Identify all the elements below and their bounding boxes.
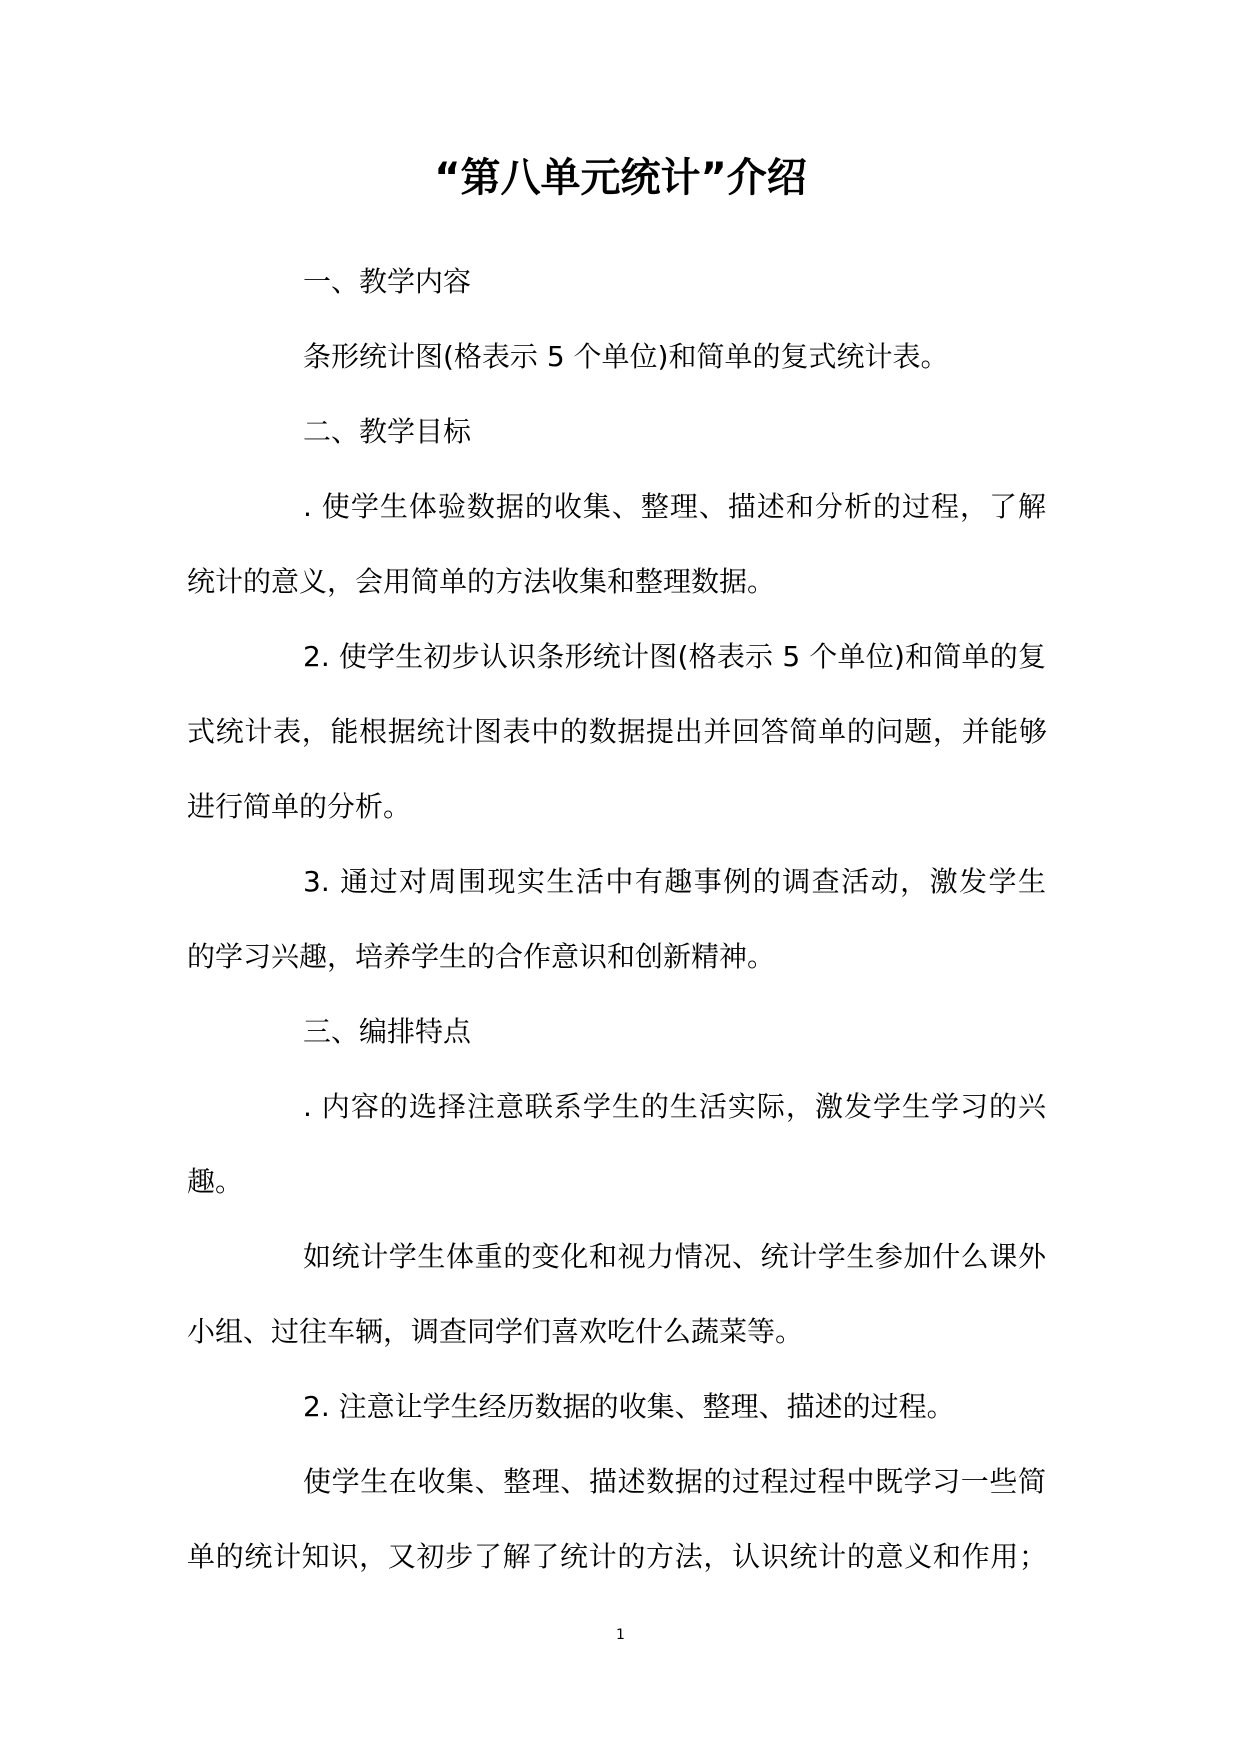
- document-title: “第八单元统计”介绍: [434, 155, 807, 201]
- section-heading-teaching-goals: 二、教学目标: [303, 415, 472, 448]
- paragraph-line: 2. 注意让学生经历数据的收集、整理、描述的过程。: [303, 1390, 955, 1423]
- paragraph-line: 如统计学生体重的变化和视力情况、统计学生参加什么课外: [303, 1240, 1046, 1273]
- paragraph-line: 3. 通过对周围现实生活中有趣事例的调查活动，激发学生: [303, 865, 1046, 898]
- paragraph-line: 趣。: [187, 1165, 244, 1198]
- paragraph-line: 单的统计知识，又初步了解了统计的方法，认识统计的意义和作用；: [187, 1540, 1047, 1573]
- paragraph-line: 小组、过往车辆，调查同学们喜欢吃什么蔬菜等。: [187, 1315, 804, 1348]
- paragraph-line: . 内容的选择注意联系学生的生活实际，激发学生学习的兴: [303, 1090, 1046, 1123]
- paragraph-line: 统计的意义，会用简单的方法收集和整理数据。: [187, 565, 776, 598]
- paragraph-line: 式统计表，能根据统计图表中的数据提出并回答简单的问题，并能够: [187, 715, 1047, 748]
- paragraph-line: 条形统计图(格表示 5 个单位)和简单的复式统计表。: [303, 340, 949, 373]
- paragraph-line: 的学习兴趣，培养学生的合作意识和创新精神。: [187, 940, 776, 973]
- page-number: 1: [616, 1627, 625, 1643]
- section-heading-arrangement-features: 三、编排特点: [303, 1015, 472, 1048]
- paragraph-line: 2. 使学生初步认识条形统计图(格表示 5 个单位)和简单的复: [303, 640, 1046, 673]
- paragraph-line: . 使学生体验数据的收集、整理、描述和分析的过程，了解: [303, 490, 1046, 523]
- paragraph-line: 使学生在收集、整理、描述数据的过程过程中既学习一些简: [303, 1465, 1046, 1498]
- paragraph-line: 进行简单的分析。: [187, 790, 412, 823]
- section-heading-teaching-content: 一、教学内容: [303, 265, 472, 298]
